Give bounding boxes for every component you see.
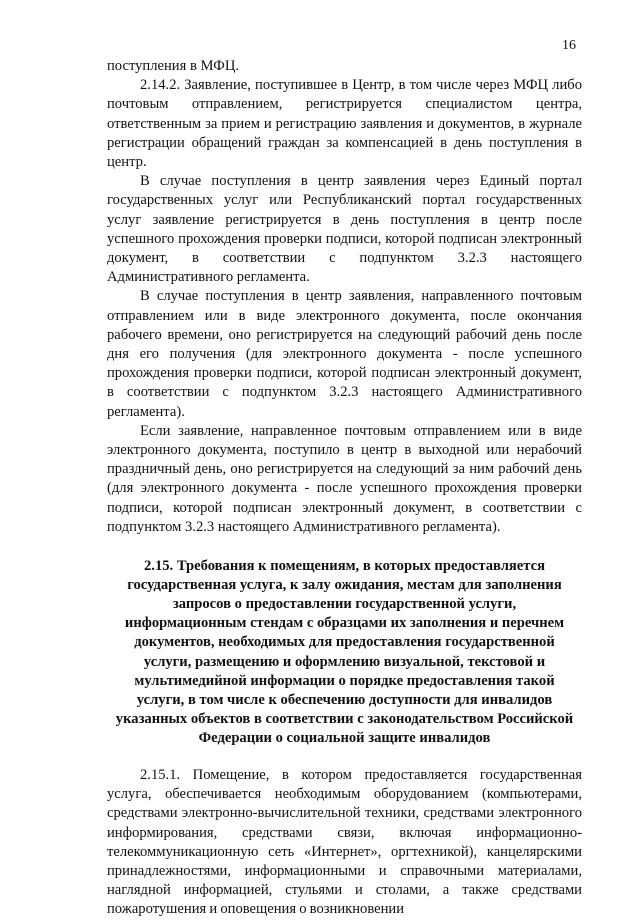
document-body <box>107 57 582 920</box>
paragraph-portal-registration: В случае поступления в центр заявления через Единый портал государственных услуг или Республиканский портал государственных услуг заявление регистрируется в день поступления в центр после успешного прохождения проверки подписи, которой подписан электронный документ, в соответствии с подпунктом 3.2.3 настоящего Административного регламента. <box>107 173 582 286</box>
paragraph-2-14-2: 2.14.2. Заявление, поступившее в Центр, в том числе через МФЦ либо почтовым отправлением, регистрируется специалистом центра, ответственным за прием и регистрацию заявления и документов, в журнале регистрации обращений граждан за компенсацией в день поступления в центр. <box>107 77 582 171</box>
paragraph-holiday-registration: Если заявление, направленное почтовым отправлением или в виде электронного документа, поступило в центр в выходной или нерабочий праздничный день, оно регистрируется на следующий за ним рабочий день (для электронного документа - после успешного прохождения проверки подписи, которой подписан электронный документ, в соответствии с подпунктом 3.2.3 настоящего Административного регламента). <box>107 422 582 535</box>
paragraph-2-15-1: 2.15.1. Помещение, в котором предоставляется государственная услуга, обеспечивается необходимым оборудованием (компьютерами, средствами электронно-вычислительной техники, средствами электронного информирования, средствами связи, включая информационно-телекоммуникационную сеть «Интернет», оргтехникой), канцелярскими принадлежностями, информационными и справочными материалами, наглядной информацией, стульями и столами, а также средствами пожаротушения и оповещения о возникновении <box>107 767 582 918</box>
paragraph-continuation: поступления в МФЦ. <box>107 58 240 74</box>
paragraph-after-hours-registration: В случае поступления в центр заявления, направленного почтовым отправлением или в виде электронного документа, после окончания рабочего времени, оно регистрируется на следующий рабочий день после дня его получения (для электронного документа - после успешного прохождения проверки подписи, которой подписан электронный документ, в соответствии с подпунктом 3.2.3 настоящего Административного регламента). <box>107 288 582 420</box>
page-number: 16 <box>562 38 576 53</box>
section-heading-2-15: 2.15. Требования к помещениям, в которых предоставляется государственная услуга, к залу ожидания, местам для заполнения запросов о предоставлении государственной услуги, информационным стендам с образцами их заполнения и перечнем документов, необходимых для предоставления государственной услуги, размещению и оформлению визуальной, текстовой и мультимедийной информации о порядке предоставления такой услуги, в том числе к обеспечению доступности для инвалидов указанных объектов в соответствии с законодательством Российской Федерации о социальной защите инвалидов <box>115 558 574 746</box>
